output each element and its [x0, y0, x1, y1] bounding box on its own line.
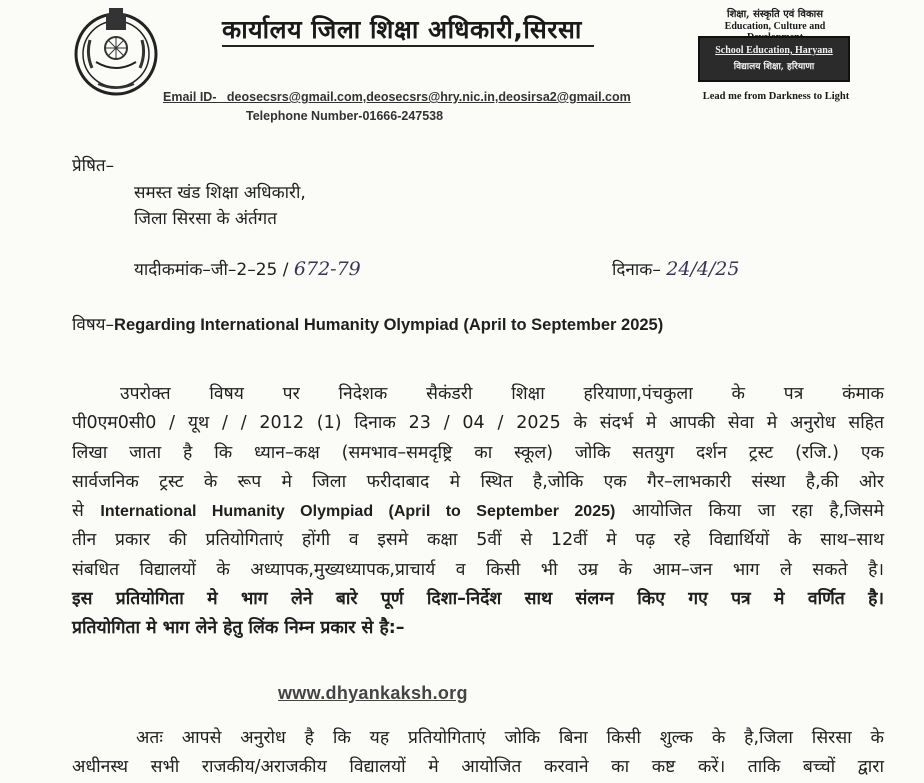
date-handwritten: 24/4/25 — [666, 258, 740, 280]
title-underline — [222, 45, 594, 47]
para1-line5 — [72, 497, 884, 526]
para1-line9: प्रतियोगिता मे भाग लेने हेतु लिंक निम्न प्रकार से है:– — [72, 618, 405, 639]
para1-line2: पी0एम0सी0 / यूथ / / 2012 (1) दिनाक 23 / 04 / 2025 के संदर्भ मे आपकी सेवा मे अनुरोध सहित — [72, 413, 884, 434]
para1-line5-prefix: से — [72, 501, 84, 522]
memo-number — [134, 257, 361, 280]
olympiad-name: International Humanity Olympiad (April to September 2025) — [100, 503, 616, 521]
para2-line1: अतः आपसे अनुरोध है कि यह प्रतियोगिताएं जोकि बिना किसी शुल्क के है,जिला सिरसा के — [136, 728, 884, 748]
para1-line3: लिखा जाता है कि ध्यान–कक्ष (समभाव–समदृष्ट्रि का स्कूल) जोकि सतयुग दर्शन ट्रस्ट (रजि.) एक — [72, 442, 884, 463]
subject-text: Regarding International Humanity Olympiad (April to September 2025) — [114, 316, 664, 334]
email-line[interactable]: Email ID- deosecsrs@gmail.com,deosecsrs@hry.nic.in,deosirsa2@gmail.com — [163, 90, 631, 104]
para1-line7: संबधित विद्यालयों के अध्यापक,मुख्यध्यापक,प्राचार्य व किसी भी उम्र के आम–जन भाग ले सकते है। — [72, 559, 884, 580]
date-field — [612, 257, 739, 280]
logo-tagline: Lead me from Darkness to Light — [702, 91, 850, 102]
paragraph-1 — [72, 380, 884, 644]
logo-english-motto: Education, Culture and — [724, 21, 826, 32]
paragraph-2 — [72, 724, 884, 783]
website-link[interactable]: www.dhyankaksh.org — [278, 683, 468, 703]
haryana-govt-emblem-icon — [68, 4, 164, 96]
para2-line2: अधीनस्थ सभी राजकीय/अराजकीय विद्यालयों मे आयोजित करवाने का कष्ट करें। ताकि बच्चों द्वारा — [72, 757, 884, 778]
memo-prefix: यादीकमांक–जी–2–25 / — [134, 260, 289, 280]
subject-line — [72, 312, 663, 335]
para1-line8: इस प्रतियोगिता मे भाग लेने बारे पूर्ण दिशा–निर्देश साथ संलग्न किए गए पत्र मे वर्णित है। — [72, 589, 884, 610]
recipient-line-2: जिला सिरसा के अंर्तगत — [134, 209, 277, 229]
para1-line6: तीन प्रकार की प्रतियोगिताएं होंगी व इसमे कक्षा 5वीं से 12वीं मे पढ़ रहे विद्यार्थियों के साथ–साथ — [72, 530, 884, 551]
office-title: कार्यालय जिला शिक्षा अधिकारी,सिरसा — [222, 15, 582, 44]
date-label: दिनाक– — [612, 260, 661, 280]
para1-line4: सार्वजनिक ट्रस्ट के रूप मे जिला फरीदाबाद मे स्थित है,जोकि एक गैर–लाभकारी संस्था है,की ओर — [72, 471, 884, 492]
logo-box-english: School Education, Haryana — [715, 45, 833, 56]
para1-line1: उपरोक्त विषय पर निदेशक सैकंडरी शिक्षा हरियाणा,पंचकुला के पत्र कंमाक — [120, 384, 884, 404]
school-education-haryana-logo — [698, 36, 850, 82]
logo-box-hindi: विद्यालय शिक्षा, हरियाणा — [733, 62, 815, 72]
memo-handwritten: 672-79 — [293, 258, 361, 280]
recipient-line-1: समस्त खंड शिक्षा अधिकारी, — [134, 183, 306, 203]
para1-line5-suffix: आयोजित किया जा रहा है,जिसमे — [631, 501, 884, 522]
logo-hindi-motto: शिक्षा, संस्कृति एवं विकास — [727, 9, 823, 20]
subject-label: विषय– — [72, 315, 115, 335]
phone-line: Telephone Number-01666-247538 — [246, 109, 444, 123]
to-label: प्रेषित– — [72, 156, 115, 176]
